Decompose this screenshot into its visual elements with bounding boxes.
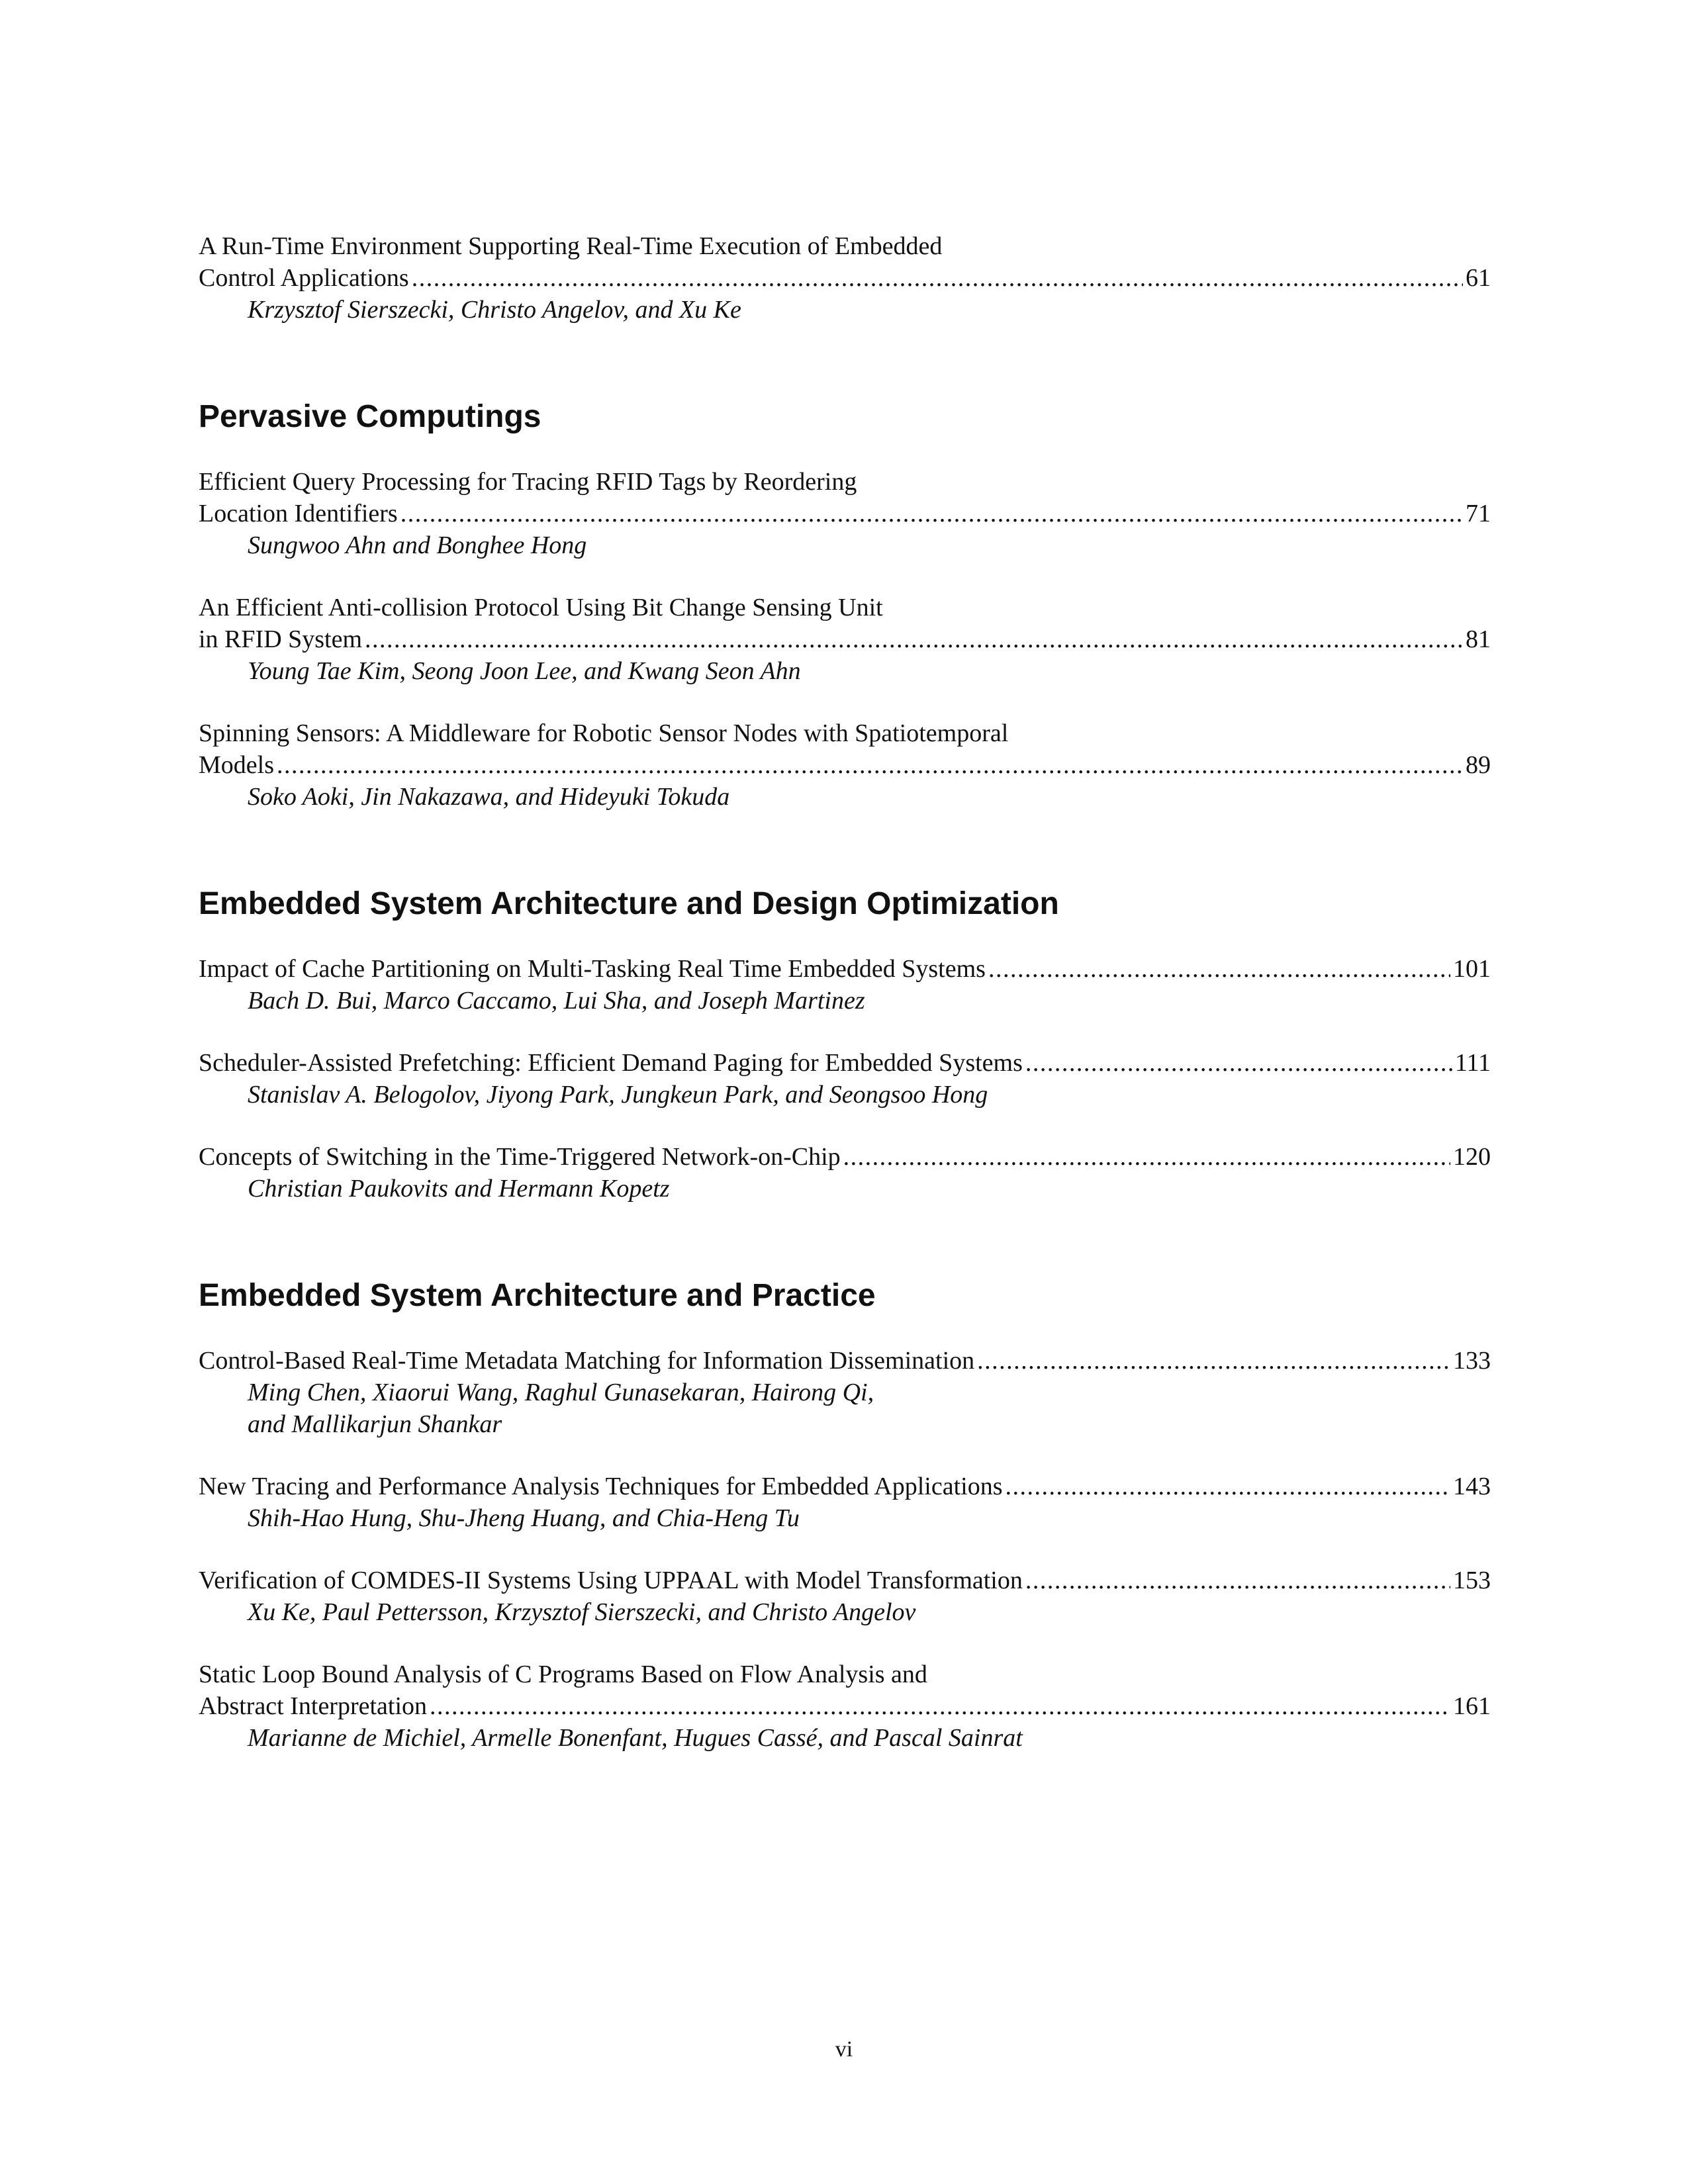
entry-page-number: 161 bbox=[1453, 1692, 1491, 1720]
author-line: Krzysztof Sierszecki, Christo Angelov, and Xu Ke bbox=[248, 296, 741, 324]
author-line: Ming Chen, Xiaorui Wang, Raghul Gunasekaran, Hairong Qi, bbox=[248, 1379, 874, 1406]
entry-authors bbox=[199, 985, 1491, 1017]
section-heading: Pervasive Computings bbox=[199, 399, 541, 434]
entry-authors bbox=[199, 294, 1491, 326]
author-line: Xu Ke, Paul Pettersson, Krzysztof Sierszecki, and Christo Angelov bbox=[248, 1598, 916, 1626]
toc-entry[interactable] bbox=[199, 1471, 1491, 1534]
entry-title-text: Location Identifiers bbox=[199, 500, 398, 527]
entry-title-with-page bbox=[199, 1047, 1491, 1079]
table-of-contents bbox=[199, 230, 1491, 1754]
toc-entry[interactable] bbox=[199, 1047, 1491, 1111]
author-line: Marianne de Michiel, Armelle Bonenfant, Hugues Cassé, and Pascal Sainrat bbox=[248, 1724, 1023, 1752]
toc-entry[interactable] bbox=[199, 953, 1491, 1017]
entry-title-with-page bbox=[199, 1690, 1491, 1722]
entry-title-text: Abstract Interpretation bbox=[199, 1692, 428, 1720]
dot-leader bbox=[977, 1345, 1450, 1377]
toc-section bbox=[199, 230, 1491, 326]
entry-authors bbox=[199, 1377, 1491, 1440]
entry-title-line: Efficient Query Processing for Tracing RFID Tags by Reordering bbox=[199, 468, 857, 496]
author-line: Stanislav A. Belogolov, Jiyong Park, Jungkeun Park, and Seongsoo Hong bbox=[248, 1081, 988, 1109]
dot-leader bbox=[988, 953, 1450, 985]
entry-authors bbox=[199, 1502, 1491, 1534]
entry-page-number: 133 bbox=[1453, 1347, 1491, 1375]
entry-title-text: Control-Based Real-Time Metadata Matching for Information Dissemination bbox=[199, 1347, 975, 1375]
entry-title-with-page bbox=[199, 1471, 1491, 1502]
entry-title-with-page bbox=[199, 1141, 1491, 1173]
entry-page-number: 81 bbox=[1466, 625, 1491, 653]
dot-leader bbox=[400, 498, 1463, 529]
entry-page-number: 71 bbox=[1466, 500, 1491, 527]
entry-title-with-page bbox=[199, 749, 1491, 781]
entry-title-text: Scheduler-Assisted Prefetching: Efficient Demand Paging for Embedded Systems bbox=[199, 1049, 1023, 1077]
entry-title-with-page bbox=[199, 623, 1491, 655]
entry-title-text: Verification of COMDES-II Systems Using UPPAAL with Model Transformation bbox=[199, 1567, 1023, 1594]
dot-leader bbox=[1025, 1047, 1452, 1079]
entry-page-number: 143 bbox=[1453, 1473, 1491, 1500]
dot-leader bbox=[1025, 1565, 1450, 1596]
entry-title-text: Concepts of Switching in the Time-Triggered Network-on-Chip bbox=[199, 1143, 841, 1171]
entry-title-text: New Tracing and Performance Analysis Techniques for Embedded Applications bbox=[199, 1473, 1003, 1500]
entry-title-line: Spinning Sensors: A Middleware for Robotic Sensor Nodes with Spatiotemporal bbox=[199, 719, 1009, 747]
dot-leader bbox=[843, 1141, 1450, 1173]
entry-page-number: 111 bbox=[1454, 1049, 1491, 1077]
author-line: Christian Paukovits and Hermann Kopetz bbox=[248, 1175, 670, 1203]
entry-title-line: An Efficient Anti-collision Protocol Using Bit Change Sensing Unit bbox=[199, 594, 883, 621]
dot-leader bbox=[277, 749, 1463, 781]
entry-title-text: Control Applications bbox=[199, 264, 409, 292]
author-line: Shih-Hao Hung, Shu-Jheng Huang, and Chia-Heng Tu bbox=[248, 1504, 800, 1532]
entry-authors bbox=[199, 781, 1491, 813]
dot-leader bbox=[1006, 1471, 1451, 1502]
dot-leader bbox=[365, 623, 1463, 655]
toc-section bbox=[199, 884, 1491, 1205]
entry-title-with-page bbox=[199, 953, 1491, 985]
entry-authors bbox=[199, 1173, 1491, 1205]
entry-page-number: 101 bbox=[1453, 955, 1491, 983]
author-line: Young Tae Kim, Seong Joon Lee, and Kwang Seon Ahn bbox=[248, 657, 801, 685]
entry-authors bbox=[199, 1722, 1491, 1754]
toc-section bbox=[199, 397, 1491, 813]
toc-entry[interactable] bbox=[199, 1345, 1491, 1440]
dot-leader bbox=[412, 262, 1463, 294]
author-line: Soko Aoki, Jin Nakazawa, and Hideyuki Tokuda bbox=[248, 783, 730, 811]
author-line: Bach D. Bui, Marco Caccamo, Lui Sha, and Joseph Martinez bbox=[248, 987, 865, 1015]
author-line: Sungwoo Ahn and Bonghee Hong bbox=[248, 531, 587, 559]
toc-entry[interactable] bbox=[199, 1141, 1491, 1205]
toc-entry[interactable] bbox=[199, 1659, 1491, 1754]
toc-section bbox=[199, 1276, 1491, 1754]
entry-title-text: Models bbox=[199, 751, 274, 779]
entry-page-number: 61 bbox=[1466, 264, 1491, 292]
entry-authors bbox=[199, 1596, 1491, 1628]
entry-title-line: A Run-Time Environment Supporting Real-Time Execution of Embedded bbox=[199, 232, 943, 260]
entry-authors bbox=[199, 1079, 1491, 1111]
entry-title-text: Impact of Cache Partitioning on Multi-Tasking Real Time Embedded Systems bbox=[199, 955, 986, 983]
toc-entry[interactable] bbox=[199, 592, 1491, 687]
entry-page-number: 120 bbox=[1453, 1143, 1491, 1171]
entry-authors bbox=[199, 529, 1491, 561]
toc-entry[interactable] bbox=[199, 466, 1491, 561]
entry-page-number: 89 bbox=[1466, 751, 1491, 779]
toc-entry[interactable] bbox=[199, 1565, 1491, 1628]
toc-entry[interactable] bbox=[199, 230, 1491, 326]
page-number: vi bbox=[835, 2037, 853, 2062]
entry-title-line: Static Loop Bound Analysis of C Programs Based on Flow Analysis and bbox=[199, 1661, 927, 1688]
section-heading: Embedded System Architecture and Design Optimization bbox=[199, 886, 1059, 921]
dot-leader bbox=[430, 1690, 1450, 1722]
entry-page-number: 153 bbox=[1453, 1567, 1491, 1594]
entry-authors bbox=[199, 655, 1491, 687]
entry-title-with-page bbox=[199, 1345, 1491, 1377]
entry-title-with-page bbox=[199, 498, 1491, 529]
toc-entry[interactable] bbox=[199, 717, 1491, 813]
author-line: and Mallikarjun Shankar bbox=[248, 1410, 502, 1438]
entry-title-text: in RFID System bbox=[199, 625, 363, 653]
entry-title-with-page bbox=[199, 262, 1491, 294]
entry-title-with-page bbox=[199, 1565, 1491, 1596]
section-heading: Embedded System Architecture and Practice bbox=[199, 1278, 876, 1313]
